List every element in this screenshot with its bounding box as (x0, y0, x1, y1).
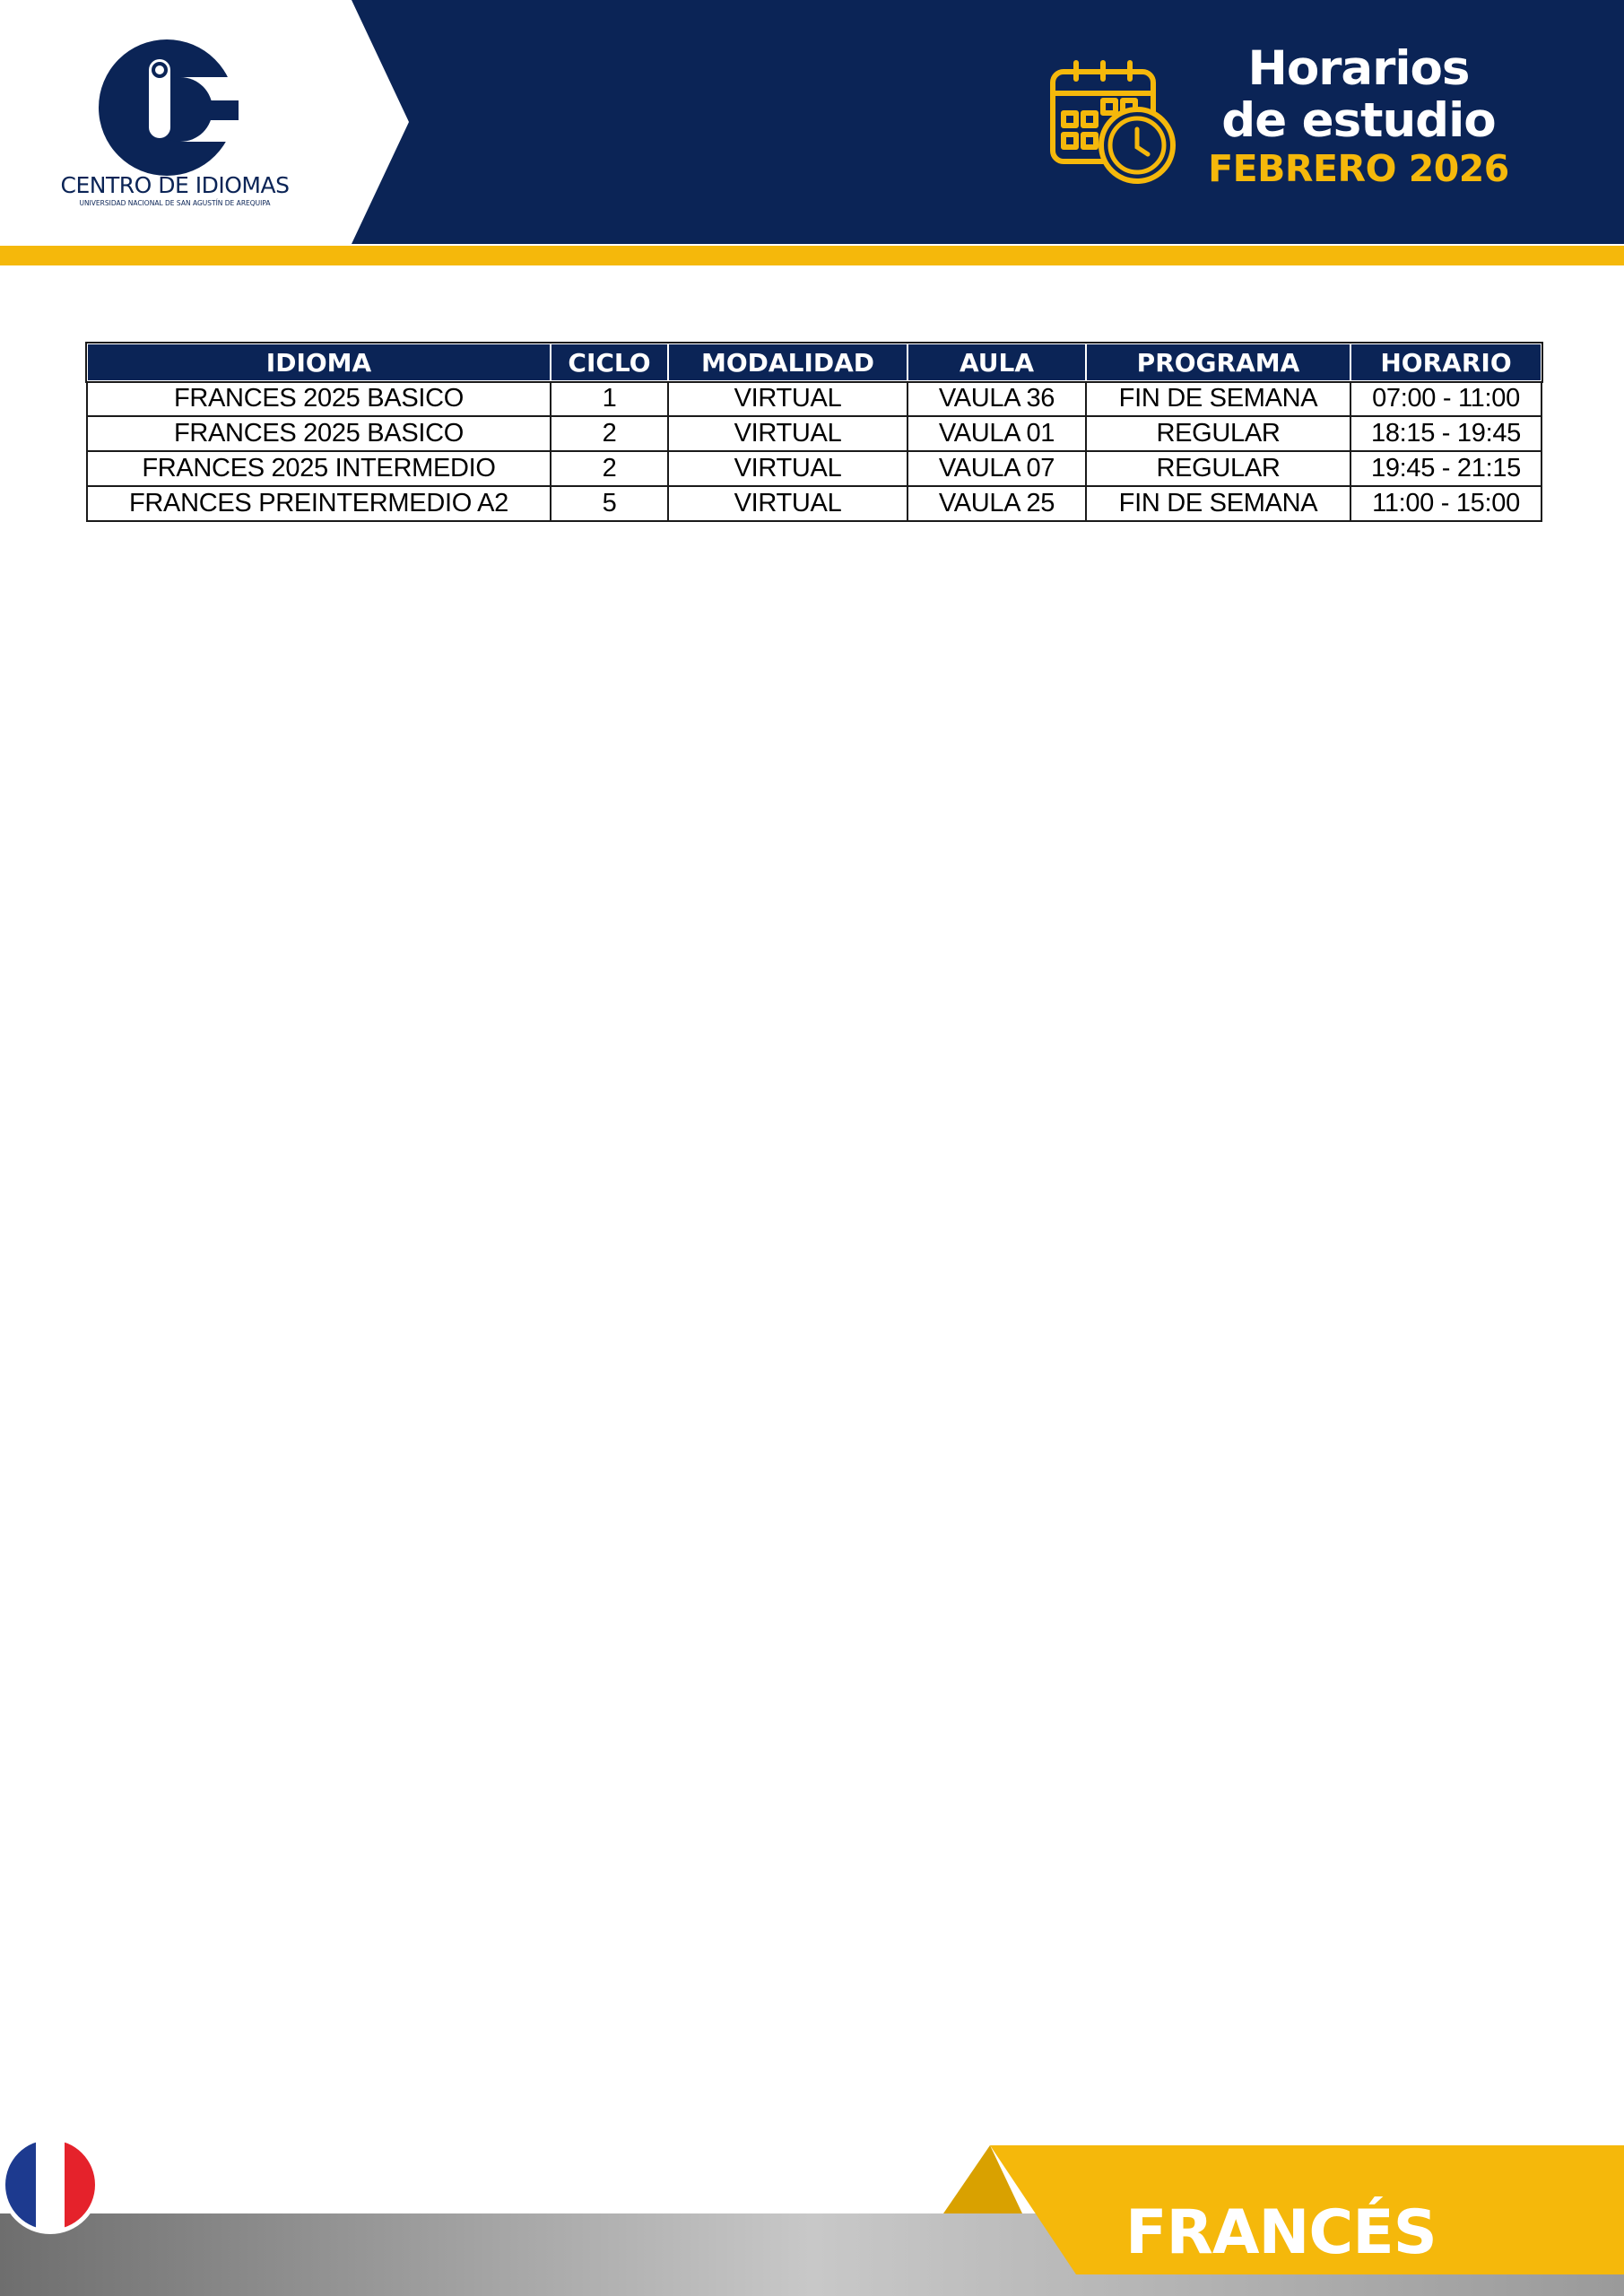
cell-modalidad: VIRTUAL (668, 416, 908, 451)
title-line-1: Horarios (1247, 41, 1470, 96)
title-line-2: de estudio (1221, 93, 1496, 148)
cell-idioma: FRANCES PREINTERMEDIO A2 (87, 486, 551, 521)
page-title (1206, 43, 1511, 190)
cell-ciclo: 2 (551, 451, 668, 486)
cell-horario: 11:00 - 15:00 (1350, 486, 1541, 521)
org-subtitle: UNIVERSIDAD NACIONAL DE SAN AGUSTÍN DE AREQUIPA (79, 199, 271, 207)
cell-idioma: FRANCES 2025 BASICO (87, 381, 551, 416)
cell-modalidad: VIRTUAL (668, 381, 908, 416)
table-row (87, 486, 1541, 521)
column-header-programa: PROGRAMA (1086, 344, 1350, 381)
cell-ciclo: 5 (551, 486, 668, 521)
cell-aula: VAULA 25 (908, 486, 1086, 521)
column-header-ciclo: CICLO (551, 344, 668, 381)
column-header-modalidad: MODALIDAD (668, 344, 908, 381)
cell-idioma: FRANCES 2025 INTERMEDIO (87, 451, 551, 486)
cell-idioma: FRANCES 2025 BASICO (87, 416, 551, 451)
table-row (87, 381, 1541, 416)
cell-modalidad: VIRTUAL (668, 486, 908, 521)
cell-programa: REGULAR (1086, 416, 1350, 451)
table-row (87, 451, 1541, 486)
cell-aula: VAULA 07 (908, 451, 1086, 486)
page-header (0, 0, 1624, 265)
cell-horario: 18:15 - 19:45 (1350, 416, 1541, 451)
france-flag-icon (0, 2135, 100, 2235)
cell-programa: FIN DE SEMANA (1086, 381, 1350, 416)
cell-ciclo: 1 (551, 381, 668, 416)
cell-horario: 19:45 - 21:15 (1350, 451, 1541, 486)
cell-aula: VAULA 36 (908, 381, 1086, 416)
column-header-idioma: IDIOMA (87, 344, 551, 381)
cell-programa: FIN DE SEMANA (1086, 486, 1350, 521)
language-label: FRANCÉS (1125, 2197, 1437, 2268)
org-name: CENTRO DE IDIOMAS (60, 172, 290, 198)
table-row (87, 416, 1541, 451)
cell-aula: VAULA 01 (908, 416, 1086, 451)
cell-ciclo: 2 (551, 416, 668, 451)
page-footer (0, 2135, 1624, 2296)
calendar-clock-icon (1049, 57, 1179, 187)
cell-programa: REGULAR (1086, 451, 1350, 486)
schedule-table (86, 343, 1542, 522)
cell-horario: 07:00 - 11:00 (1350, 381, 1541, 416)
logo (45, 27, 305, 215)
column-header-aula: AULA (908, 344, 1086, 381)
table-header-row (87, 344, 1541, 381)
period-label: FEBRERO 2026 (1208, 147, 1509, 190)
column-header-horario: HORARIO (1350, 344, 1541, 381)
cell-modalidad: VIRTUAL (668, 451, 908, 486)
logo-c-mark (95, 36, 239, 179)
